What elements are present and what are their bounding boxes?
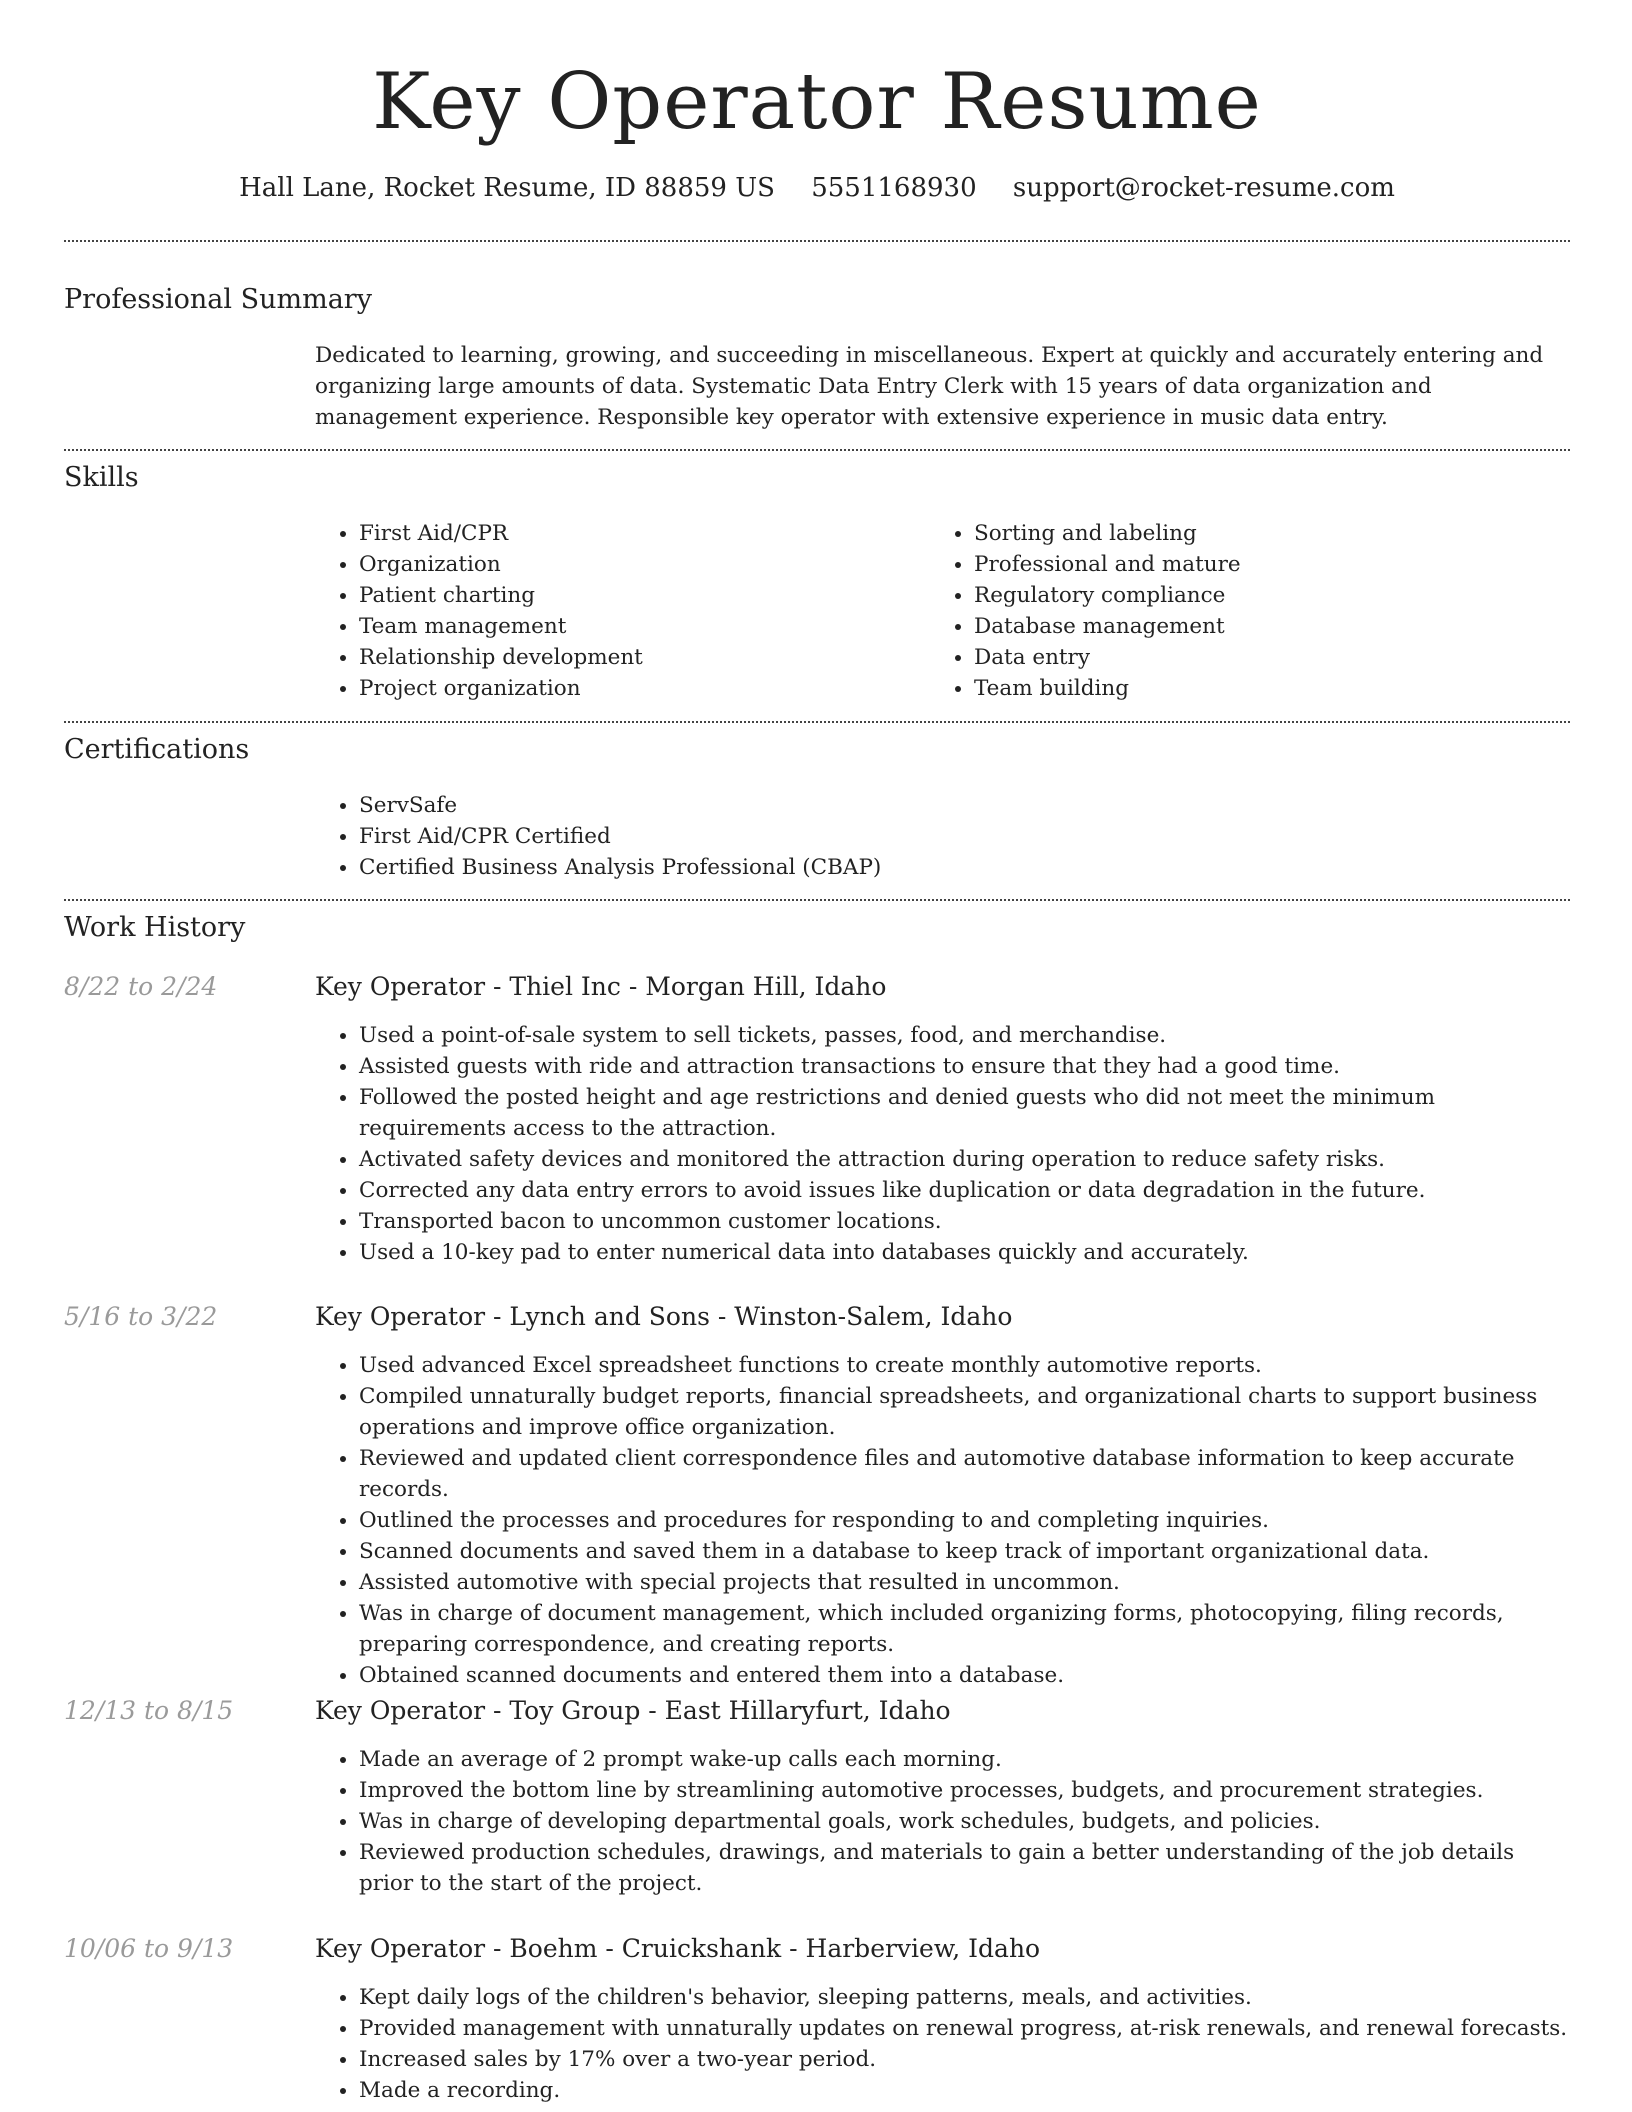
resume-page (64, 0, 1570, 2112)
skill-item: • Database management (974, 611, 1490, 642)
job-title: Key Operator - Toy Group - East Hillaryfurt, Idaho (315, 1696, 951, 1725)
job-dates: 5/16 to 3/22 (64, 1302, 218, 1331)
certification-item: • ServSafe (359, 790, 1570, 821)
job-duty-item: • Was in charge of developing departmental goals, work schedules, budgets, and policies. (359, 1806, 1570, 1837)
job-dates: 12/13 to 8/15 (64, 1696, 234, 1725)
job-duty-item: • Compiled unnaturally budget reports, financial spreadsheets, and organizational charts to support business operations and improve office organization. (359, 1381, 1570, 1443)
job-dates: 10/06 to 9/13 (64, 1934, 234, 1963)
job-title: Key Operator - Lynch and Sons - Winston-Salem, Idaho (315, 1302, 1013, 1331)
job-duty-item: • Used advanced Excel spreadsheet functions to create monthly automotive reports. (359, 1350, 1570, 1381)
job-duty-item: • Kept daily logs of the children's behavior, sleeping patterns, meals, and activities. (359, 1982, 1570, 2013)
work-history-heading: Work History (64, 912, 246, 943)
job-duty-item: • Increased sales by 17% over a two-year period. (359, 2044, 1570, 2075)
contact-email: support@rocket-resume.com (1012, 173, 1395, 203)
contact-address: Hall Lane, Rocket Resume, ID 88859 US (239, 173, 775, 203)
summary-section (315, 340, 1570, 433)
job-dates: 8/22 to 2/24 (64, 972, 218, 1001)
job-duty-item: • Used a 10-key pad to enter numerical data into databases quickly and accurately. (359, 1237, 1570, 1268)
job-duty-item: • Corrected any data entry errors to avoid issues like duplication or data degradation in the future. (359, 1175, 1570, 1206)
resume-title: Key Operator Resume (372, 57, 1262, 147)
certification-item: • Certified Business Analysis Professional (CBAP) (359, 852, 1570, 883)
certification-item: • First Aid/CPR Certified (359, 821, 1570, 852)
job-duties (315, 1744, 1570, 1899)
skills-column-right (930, 518, 1490, 704)
job-duty-item: • Provided management with unnaturally updates on renewal progress, at-risk renewals, and renewal forecasts. (359, 2013, 1570, 2044)
job-duty-item: • Activated safety devices and monitored the attraction during operation to reduce safety risks. (359, 1144, 1570, 1175)
skill-item: • Team building (974, 673, 1490, 704)
job-duty-item: • Reviewed production schedules, drawings, and materials to gain a better understanding of the job details prior to the start of the project. (359, 1837, 1570, 1899)
skill-item: • Organization (359, 549, 875, 580)
skill-item: • Relationship development (359, 642, 875, 673)
skill-item: • Regulatory compliance (974, 580, 1490, 611)
skills-heading: Skills (64, 462, 139, 493)
job-duties (315, 1982, 1570, 2106)
job-duties (315, 1020, 1570, 1268)
job-duty-item: • Improved the bottom line by streamlining automotive processes, budgets, and procurement strategies. (359, 1775, 1570, 1806)
certifications-heading: Certifications (64, 734, 250, 765)
job-duty-item: • Followed the posted height and age restrictions and denied guests who did not meet the minimum requirements access to the attraction. (359, 1082, 1570, 1144)
skill-item: • First Aid/CPR (359, 518, 875, 549)
summary-text: Dedicated to learning, growing, and succeeding in miscellaneous. Expert at quickly and accurately entering and organizing large amounts of data. Systematic Data Entry Clerk with 15 years of data organization and management experience. Responsible key operator with extensive experience in music data entry. (315, 343, 1544, 430)
contact-phone: 5551168930 (811, 173, 977, 203)
job-duty-item: • Made a recording. (359, 2075, 1570, 2106)
job-title: Key Operator - Thiel Inc - Morgan Hill, Idaho (315, 972, 887, 1001)
skill-item: • Project organization (359, 673, 875, 704)
job-duty-item: • Outlined the processes and procedures for responding to and completing inquiries. (359, 1505, 1570, 1536)
job-duty-item: • Scanned documents and saved them in a database to keep track of important organizational data. (359, 1536, 1570, 1567)
skill-item: • Patient charting (359, 580, 875, 611)
divider (64, 899, 1570, 901)
skill-item: • Team management (359, 611, 875, 642)
job-duty-item: • Was in charge of document management, which included organizing forms, photocopying, filing records, preparing correspondence, and creating reports. (359, 1598, 1570, 1660)
job-duty-item: • Reviewed and updated client correspondence files and automotive database information to keep accurate records. (359, 1443, 1570, 1505)
contact-line (64, 170, 1570, 206)
skill-item: • Sorting and labeling (974, 518, 1490, 549)
job-duties (315, 1350, 1570, 1691)
job-duty-item: • Transported bacon to uncommon customer locations. (359, 1206, 1570, 1237)
job-duty-item: • Used a point-of-sale system to sell tickets, passes, food, and merchandise. (359, 1020, 1570, 1051)
skill-item: • Data entry (974, 642, 1490, 673)
skill-item: • Professional and mature (974, 549, 1490, 580)
divider (64, 721, 1570, 723)
divider (64, 449, 1570, 451)
certifications-section (315, 790, 1570, 883)
job-duty-item: • Made an average of 2 prompt wake-up calls each morning. (359, 1744, 1570, 1775)
job-duty-item: • Assisted guests with ride and attraction transactions to ensure that they had a good time. (359, 1051, 1570, 1082)
job-duty-item: • Assisted automotive with special projects that resulted in uncommon. (359, 1567, 1570, 1598)
job-duty-item: • Obtained scanned documents and entered them into a database. (359, 1660, 1570, 1691)
summary-heading: Professional Summary (64, 284, 372, 315)
divider (64, 240, 1570, 242)
skills-column-left (315, 518, 875, 704)
job-title: Key Operator - Boehm - Cruickshank - Harberview, Idaho (315, 1934, 1041, 1963)
